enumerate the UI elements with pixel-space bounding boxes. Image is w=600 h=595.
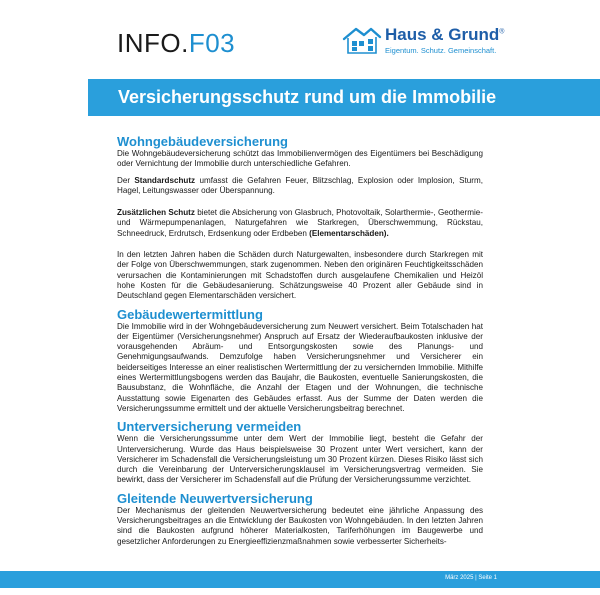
logo-registered-mark: ®: [499, 28, 505, 36]
section-gleitende-neuwertversicherung: [117, 491, 483, 547]
section-unterversicherung: [117, 419, 483, 485]
info-code: F03: [188, 28, 236, 58]
section-heading: Gleitende Neuwertversicherung: [117, 490, 313, 506]
title-banner: [88, 79, 600, 116]
logo-tagline: Eigentum. Schutz. Gemeinschaft.: [385, 46, 497, 55]
footer-date-page: März 2025 | Seite 1: [445, 575, 497, 581]
paragraph: Die Wohngebäudeversicherung schützt das Immobilienvermögen des Eigentümers bei Beschädigung oder Vernichtung der Immobilie durch unterschiedliche Gefahren.: [117, 149, 483, 169]
bold-term: (Elementarschäden).: [309, 228, 389, 238]
paragraph: Die Immobilie wird in der Wohngebäudeversicherung zum Neuwert versichert. Beim Totalschaden hat der Eigentümer (Versicherungsnehmer) Anspruch auf Ersatz der Wiederaufbaukosten inklusive der vorausgehenden Abräum- und Entsorgungskosten sowie des Planungs- und Genehmigungsaufwands. Demzufolge haben Versicherungsnehmer und Versicherer ein beiderseitiges Interesse an einer realistischen Wertermittlung der zu versichernden Immobilie. Mithilfe eines Wertermittlungsbogens werden das Baujahr, die Baukosten, eventuelle Sanierungskosten, die Bausubstanz, die Wohnfläche, die Anzahl der Etagen und der Wohnungen, die technische Ausstattung sowie Eigenarten des Gebäudes erfasst. Aus der Summe der Daten werden die Versicherungssumme ermittelt und der aktuelle Versicherungsbeitrag berechnet.: [117, 321, 483, 413]
haus-und-grund-logo: [342, 22, 505, 62]
paragraph: Wenn die Versicherungssumme unter dem Wert der Immobilie liegt, besteht die Gefahr der Unterversicherung. Wurde das Haus beispielsweise 30 Prozent unter Wert versichert, kann der Versicherer im Schadensfall die Versicherungsleistung um 30 Prozent kürzen. Dieses Risiko lässt sich durch die Vereinbarung der Unterversicherungsklausel im Versicherungsvertrag vermeiden. Sie bewirkt, dass der Versicherer im Schadensfall auf die Prüfung der Versicherungssumme verzichtet.: [117, 434, 483, 485]
house-logo-icon: [342, 24, 382, 56]
document-code: [117, 28, 235, 59]
paragraph: [117, 176, 483, 197]
paragraph: In den letzten Jahren haben die Schäden durch Naturgewalten, insbesondere durch Starkregen mit der Folge von Überschwemmungen, stark zugenommen. Neben den originären Feuchtigkeitsschäden verursachen die Kontaminierungen mit Schadstoffen durch ausgelaufene Chemikalien und Heizöl hohe Kosten für die Gebäudesanierung. Schätzungsweise 40 Prozent aller Gebäude sind in Deutschland gegen Elementarschäden versichert.: [117, 250, 483, 301]
text-run: umfasst die Gefahren Feuer, Blitzschlag, Explosion oder Implosion, Sturm, Hagel, Leitungswasser oder Überspannung.: [117, 175, 483, 195]
bold-term: Standardschutz: [134, 175, 196, 185]
page-title: Versicherungsschutz rund um die Immobilie: [118, 87, 497, 107]
logo-brand: [385, 25, 504, 45]
info-prefix: INFO.: [117, 28, 189, 58]
document-body: [117, 134, 483, 547]
bold-term: Zusätzlichen Schutz: [117, 208, 195, 218]
section-heading: Gebäudewertermittlung: [117, 306, 263, 322]
text-run: Der: [117, 175, 135, 185]
section-heading: Unterversicherung vermeiden: [117, 419, 302, 435]
section-heading: Wohngebäudeversicherung: [117, 134, 288, 149]
logo-brand-text: Haus & Grund: [385, 25, 500, 44]
paragraph: Der Mechanismus der gleitenden Neuwertversicherung bedeutet eine jährliche Anpassung des Versicherungsbeitrages an die Entwicklung der Baukosten von Wohngebäuden. In den letzten Jahren sind die Baukosten aufgrund höherer Materialkosten, Tariferhöhungen im Baugewerbe und gesetzlicher Anforderungen zu Energieeffizienzmaßnahmen sowie verbesserter Sicherheits-: [117, 505, 483, 546]
paragraph: [117, 208, 483, 239]
text-run: bietet die Absicherung von Glasbruch, Photovoltaik, Solarthermie-, Geothermie- und Wärmepumpenanlagen, Naturgefahren wie Starkregen, Überschwemmung, Rückstau, Schneedruck, Erdrutsch, Erdsenkung oder Erdbeben: [117, 208, 483, 238]
footer-bar: [0, 571, 600, 588]
section-gebaeudewertermittlung: [117, 307, 483, 415]
